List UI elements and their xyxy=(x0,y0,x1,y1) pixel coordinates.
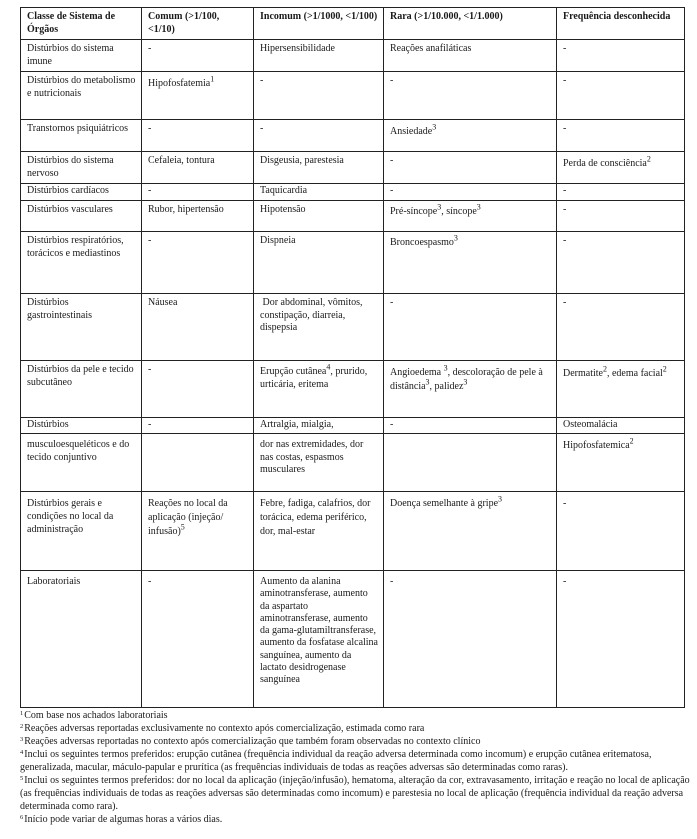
footnote-ref: 2 xyxy=(662,364,667,374)
footnote-text: Com base nos achados laboratoriais xyxy=(24,710,168,721)
table-row xyxy=(21,72,685,120)
cell-text: Broncoespasmo xyxy=(390,237,454,248)
rare-cell xyxy=(384,361,557,418)
organ-class-cell: Transtornos psiquiátricos xyxy=(21,120,142,152)
table-row xyxy=(21,361,685,418)
table-row xyxy=(21,201,685,232)
rare-cell xyxy=(384,492,557,571)
header-unknown: Frequência desconhecida xyxy=(557,8,685,40)
unknown-cell: - xyxy=(557,201,685,232)
unknown-cell: - xyxy=(557,184,685,201)
cell-text: Pré-síncope xyxy=(390,206,438,217)
unknown-cell: - xyxy=(557,40,685,72)
common-cell: - xyxy=(142,40,254,72)
common-cell: Náusea xyxy=(142,294,254,361)
common-cell xyxy=(142,492,254,571)
footnote-ref: 2 xyxy=(629,436,634,446)
common-cell: - xyxy=(142,232,254,294)
cell-text: , descoloração de pele à distância xyxy=(390,367,543,392)
cell-text: Hipofosfatemica xyxy=(563,440,630,451)
rare-cell: - xyxy=(384,152,557,184)
organ-class-cell: Laboratoriais xyxy=(21,571,142,708)
header-common: Comum (>1/100, <1/10) xyxy=(142,8,254,40)
unknown-cell: Osteomalácia xyxy=(557,418,685,434)
footnote xyxy=(20,709,690,722)
cell-text: , síncope xyxy=(441,206,477,217)
table-row xyxy=(21,492,685,571)
footnote-ref: 1 xyxy=(210,74,215,84)
rare-cell: Reações anafiláticas xyxy=(384,40,557,72)
adverse-reactions-table xyxy=(20,7,685,708)
uncommon-cell: Dor abdominal, vômitos, constipação, diarreia, dispepsia xyxy=(254,294,384,361)
organ-class-cell: Distúrbios xyxy=(21,418,142,434)
footnote-ref: 3 xyxy=(463,377,468,387)
header-uncommon: Incomum (>1/1000, <1/100) xyxy=(254,8,384,40)
footnote-ref: 4 xyxy=(326,362,331,372)
footnote xyxy=(20,774,690,813)
uncommon-cell: Hipotensão xyxy=(254,201,384,232)
footnote-mark: 2 xyxy=(20,723,24,730)
footnote-text: Reações adversas reportadas no contexto após comercialização que também foram observadas no contexto clínico xyxy=(24,736,481,747)
footnote-ref: 3 xyxy=(476,202,481,212)
cell-text: Doença semelhante à gripe xyxy=(390,498,499,509)
footnote-ref: 3 xyxy=(425,377,430,387)
organ-class-cell: musculoesqueléticos e do tecido conjuntivo xyxy=(21,434,142,492)
footnote-ref: 3 xyxy=(432,122,437,132)
common-cell: - xyxy=(142,361,254,418)
cell-text: Dermatite xyxy=(563,368,603,379)
rare-cell: - xyxy=(384,72,557,120)
common-cell: Rubor, hipertensão xyxy=(142,201,254,232)
cell-text: Erupção cutânea xyxy=(260,366,327,377)
unknown-cell: - xyxy=(557,571,685,708)
footnote-ref: 5 xyxy=(180,522,185,532)
common-cell: - xyxy=(142,184,254,201)
footnotes xyxy=(20,709,690,826)
uncommon-cell: Hipersensibilidade xyxy=(254,40,384,72)
footnote-mark: 3 xyxy=(20,736,24,743)
organ-class-cell: Distúrbios gerais e condições no local da administração xyxy=(21,492,142,571)
unknown-cell: - xyxy=(557,72,685,120)
organ-class-cell: Distúrbios gastrointestinais xyxy=(21,294,142,361)
common-cell: Cefaleia, tontura xyxy=(142,152,254,184)
common-cell: - xyxy=(142,418,254,434)
footnote xyxy=(20,748,690,774)
footnote xyxy=(20,735,690,748)
cell-text: , palidez xyxy=(429,381,464,392)
table-row xyxy=(21,184,685,201)
footnote-ref: 3 xyxy=(453,233,458,243)
unknown-cell xyxy=(557,361,685,418)
cell-text: Ansiedade xyxy=(390,126,433,137)
organ-class-cell: Distúrbios do sistema nervoso xyxy=(21,152,142,184)
unknown-cell: - xyxy=(557,492,685,571)
organ-class-cell: Distúrbios cardíacos xyxy=(21,184,142,201)
common-cell xyxy=(142,72,254,120)
footnote-ref: 3 xyxy=(498,494,503,504)
organ-class-cell: Distúrbios do metabolismo e nutricionais xyxy=(21,72,142,120)
footnote-mark: 4 xyxy=(20,749,24,756)
uncommon-cell xyxy=(254,361,384,418)
footnote-ref: 3 xyxy=(437,202,442,212)
organ-class-cell: Distúrbios vasculares xyxy=(21,201,142,232)
table-row xyxy=(21,232,685,294)
unknown-cell xyxy=(557,434,685,492)
table-row xyxy=(21,152,685,184)
rare-cell xyxy=(384,434,557,492)
uncommon-cell: dor nas extremidades, dor nas costas, espasmos musculares xyxy=(254,434,384,492)
header-organ-class: Classe de Sistema de Órgãos xyxy=(21,8,142,40)
unknown-cell: - xyxy=(557,232,685,294)
unknown-cell: - xyxy=(557,294,685,361)
table-row xyxy=(21,294,685,361)
uncommon-cell: - xyxy=(254,72,384,120)
cell-text: Hipofosfatemia xyxy=(148,78,211,89)
header-row xyxy=(21,8,685,40)
rare-cell: - xyxy=(384,184,557,201)
uncommon-cell: Dispneia xyxy=(254,232,384,294)
uncommon-cell: Aumento da alanina aminotransferase, aumento da aspartato aminotransferase, aumento da gama-glutamiltransferase, aumento da fosfatase alcalina sanguínea, aumento da lactato desidrogenase sanguínea xyxy=(254,571,384,708)
organ-class-cell: Distúrbios do sistema imune xyxy=(21,40,142,72)
cell-text: Perda de consciência xyxy=(563,158,647,169)
footnote-text: Inclui os seguintes termos preferidos: erupção cutânea (frequência individual da reação adversa determinada como incomum) e erupção cutânea eritematosa, generalizada, macular, máculo-papular e prurítica (as frequências individuais de todas as reações adversas são determinadas como raras). xyxy=(20,749,652,773)
table-row xyxy=(21,434,685,492)
footnote-mark: 5 xyxy=(20,775,24,782)
uncommon-cell: Artralgia, mialgia, xyxy=(254,418,384,434)
common-cell xyxy=(142,434,254,492)
rare-cell xyxy=(384,120,557,152)
rare-cell xyxy=(384,232,557,294)
common-cell: - xyxy=(142,120,254,152)
footnote-text: Inclui os seguintes termos preferidos: dor no local da aplicação (injeção/infusão), hematoma, alteração da cor, extravasamento, irritação e reação no local de aplicação (as frequências individuais de todas as reações adversas são determinadas como incomum) e parestesia no local de aplicação (frequência individual da reação adversa determinada como rara). xyxy=(20,775,690,812)
table-row xyxy=(21,571,685,708)
cell-text: , prurido, urticária, eritema xyxy=(260,366,368,390)
cell-text: Reações no local da aplicação (injeção/ infusão) xyxy=(148,498,228,537)
rare-cell xyxy=(384,201,557,232)
organ-class-cell: Distúrbios da pele e tecido subcutâneo xyxy=(21,361,142,418)
footnote-text: Reações adversas reportadas exclusivamente no contexto após comercialização, estimada como rara xyxy=(24,723,425,734)
footnote-ref: 3 xyxy=(443,363,448,373)
footnote xyxy=(20,722,690,735)
table-row xyxy=(21,120,685,152)
unknown-cell xyxy=(557,152,685,184)
header-rare: Rara (>1/10.000, <1/1.000) xyxy=(384,8,557,40)
rare-cell: - xyxy=(384,571,557,708)
footnote-text: Início pode variar de algumas horas a vários dias. xyxy=(24,814,223,825)
uncommon-cell: Disgeusia, parestesia xyxy=(254,152,384,184)
footnote-ref: 2 xyxy=(646,154,651,164)
footnote-mark: 6 xyxy=(20,814,24,821)
footnote xyxy=(20,813,690,826)
uncommon-cell: - xyxy=(254,120,384,152)
organ-class-cell: Distúrbios respiratórios, torácicos e mediastinos xyxy=(21,232,142,294)
cell-text: Angioedema xyxy=(390,367,444,378)
footnote-mark: 1 xyxy=(20,710,24,717)
table-row xyxy=(21,418,685,434)
rare-cell: - xyxy=(384,294,557,361)
table-row xyxy=(21,40,685,72)
cell-text: , edema facial xyxy=(606,368,663,379)
uncommon-cell: Taquicardia xyxy=(254,184,384,201)
rare-cell: - xyxy=(384,418,557,434)
common-cell: - xyxy=(142,571,254,708)
footnote-ref: 2 xyxy=(602,364,607,374)
uncommon-cell: Febre, fadiga, calafrios, dor torácica, edema periférico, dor, mal-estar xyxy=(254,492,384,571)
unknown-cell: - xyxy=(557,120,685,152)
